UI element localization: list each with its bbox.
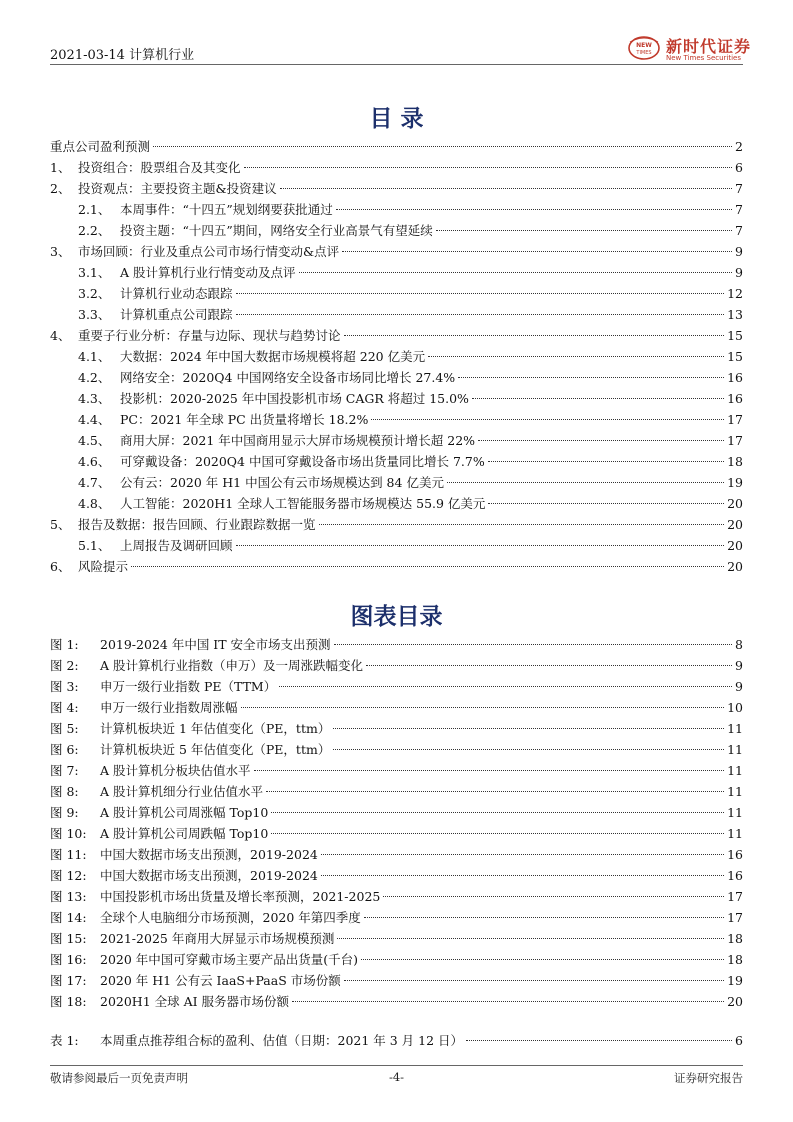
entry-page-number: 9 bbox=[735, 265, 743, 280]
entry-title: 中国大数据市场支出预测，2019-2024 bbox=[100, 847, 318, 862]
figure-entry[interactable] bbox=[50, 907, 743, 928]
entry-page-number: 9 bbox=[735, 244, 743, 259]
entry-number: 3、 bbox=[50, 244, 71, 259]
figure-entry[interactable] bbox=[50, 823, 743, 844]
footer-disclaimer[interactable]: 敬请参阅最后一页免责声明 bbox=[50, 1071, 188, 1085]
figure-entry[interactable] bbox=[50, 886, 743, 907]
entry-title: A 股计算机公司周涨幅 Top10 bbox=[100, 805, 269, 820]
toc-entry[interactable] bbox=[50, 178, 743, 199]
dot-leader bbox=[321, 854, 724, 855]
dot-leader bbox=[266, 791, 724, 792]
dot-leader bbox=[271, 833, 724, 834]
entry-title: PC：2021 年全球 PC 出货量将增长 18.2% bbox=[120, 412, 369, 427]
entry-page-number: 20 bbox=[727, 538, 743, 553]
entry-number: 表 1: bbox=[50, 1033, 79, 1048]
dot-leader bbox=[371, 419, 724, 420]
dot-leader bbox=[472, 398, 724, 399]
table-entry[interactable] bbox=[50, 1030, 743, 1051]
page-number: -4- bbox=[388, 1070, 405, 1084]
entry-title: 2019-2024 年中国 IT 安全市场支出预测 bbox=[100, 637, 331, 652]
dot-leader bbox=[447, 482, 724, 483]
brand-emblem-icon bbox=[626, 34, 662, 62]
dot-leader bbox=[299, 272, 733, 273]
entry-title: 重要子行业分析：存量与边际、现状与趋势讨论 bbox=[78, 328, 341, 343]
entry-title: 中国投影机市场出货量及增长率预测，2021-2025 bbox=[100, 889, 381, 904]
toc-entry[interactable] bbox=[50, 451, 743, 472]
brand-logo bbox=[626, 34, 751, 64]
dot-leader bbox=[241, 707, 725, 708]
brand-name-en: New Times Securities bbox=[666, 54, 741, 62]
figure-entry[interactable] bbox=[50, 865, 743, 886]
entry-number: 1、 bbox=[50, 160, 71, 175]
entry-page-number: 19 bbox=[727, 973, 743, 988]
entry-title: A 股计算机细分行业估值水平 bbox=[100, 784, 264, 799]
svg-text:NEW: NEW bbox=[636, 42, 652, 49]
dot-leader bbox=[254, 770, 725, 771]
entry-number: 图 3: bbox=[50, 679, 79, 694]
toc-entry[interactable] bbox=[50, 535, 743, 556]
toc-entry[interactable] bbox=[50, 157, 743, 178]
toc-entry[interactable] bbox=[50, 220, 743, 241]
entry-number: 图 15: bbox=[50, 931, 87, 946]
figure-entry[interactable] bbox=[50, 991, 743, 1012]
entry-number: 5.1、 bbox=[78, 538, 111, 553]
footer-divider bbox=[50, 1065, 743, 1066]
entry-title: 人工智能：2020H1 全球人工智能服务器市场规模达 55.9 亿美元 bbox=[120, 496, 486, 511]
entry-number: 3.3、 bbox=[78, 307, 111, 322]
dot-leader bbox=[458, 377, 724, 378]
dot-leader bbox=[366, 665, 732, 666]
entry-title: 申万一级行业指数周涨幅 bbox=[100, 700, 238, 715]
figure-entry[interactable] bbox=[50, 697, 743, 718]
entry-number: 4.1、 bbox=[78, 349, 111, 364]
entry-page-number: 11 bbox=[727, 721, 743, 736]
dot-leader bbox=[344, 980, 724, 981]
entry-page-number: 20 bbox=[727, 496, 743, 511]
figure-entry[interactable] bbox=[50, 949, 743, 970]
toc-entry[interactable] bbox=[50, 283, 743, 304]
entry-number: 图 1: bbox=[50, 637, 79, 652]
dot-leader bbox=[383, 896, 724, 897]
dot-leader bbox=[236, 293, 725, 294]
entry-page-number: 9 bbox=[735, 679, 743, 694]
entry-number: 4.6、 bbox=[78, 454, 111, 469]
figure-entry[interactable] bbox=[50, 634, 743, 655]
entry-page-number: 13 bbox=[727, 307, 743, 322]
entry-number: 图 12: bbox=[50, 868, 87, 883]
toc-entry[interactable] bbox=[50, 262, 743, 283]
entry-page-number: 18 bbox=[727, 454, 743, 469]
entry-title: 网络安全：2020Q4 中国网络安全设备市场同比增长 27.4% bbox=[120, 370, 456, 385]
entry-title: 投影机：2020-2025 年中国投影机市场 CAGR 将超过 15.0% bbox=[120, 391, 469, 406]
entry-number: 4.4、 bbox=[78, 412, 111, 427]
entry-page-number: 17 bbox=[727, 412, 743, 427]
entry-page-number: 15 bbox=[727, 349, 743, 364]
entry-page-number: 6 bbox=[735, 1033, 743, 1048]
entry-number: 图 9: bbox=[50, 805, 79, 820]
entry-title: 可穿戴设备：2020Q4 中国可穿戴设备市场出货量同比增长 7.7% bbox=[120, 454, 485, 469]
toc-entry[interactable] bbox=[50, 493, 743, 514]
entry-title: 投资观点：主要投资主题&投资建议 bbox=[78, 181, 277, 196]
entry-number: 5、 bbox=[50, 517, 71, 532]
entry-page-number: 20 bbox=[727, 517, 743, 532]
dot-leader bbox=[342, 251, 732, 252]
entry-page-number: 7 bbox=[735, 181, 743, 196]
toc-entry[interactable] bbox=[50, 430, 743, 451]
figure-entry[interactable] bbox=[50, 760, 743, 781]
entry-title: 中国大数据市场支出预测，2019-2024 bbox=[100, 868, 318, 883]
entry-page-number: 16 bbox=[727, 847, 743, 862]
brand-name-cn: 新时代证券 bbox=[666, 37, 752, 56]
dot-leader bbox=[319, 524, 725, 525]
dot-leader bbox=[361, 959, 724, 960]
svg-text:TIMES: TIMES bbox=[636, 50, 652, 56]
entry-number: 图 7: bbox=[50, 763, 79, 778]
entry-page-number: 2 bbox=[735, 139, 743, 154]
entry-number: 4.8、 bbox=[78, 496, 111, 511]
entry-title: 2020 年中国可穿戴市场主要产品出货量(千台) bbox=[100, 952, 359, 967]
entry-page-number: 11 bbox=[727, 763, 743, 778]
entry-page-number: 11 bbox=[727, 784, 743, 799]
dot-leader bbox=[271, 812, 724, 813]
entry-title: 计算机板块近 5 年估值变化（PE，ttm） bbox=[100, 742, 331, 757]
entry-page-number: 10 bbox=[727, 700, 743, 715]
dot-leader bbox=[236, 545, 725, 546]
header-divider bbox=[50, 64, 743, 65]
figure-entry[interactable] bbox=[50, 655, 743, 676]
toc-title: 目 录 bbox=[369, 106, 424, 132]
entry-title: 2020H1 全球 AI 服务器市场份额 bbox=[100, 994, 290, 1009]
dot-leader bbox=[428, 356, 724, 357]
figure-entry[interactable] bbox=[50, 718, 743, 739]
figure-entry[interactable] bbox=[50, 928, 743, 949]
dot-leader bbox=[333, 728, 724, 729]
entry-number: 3.2、 bbox=[78, 286, 111, 301]
toc-entry[interactable] bbox=[50, 199, 743, 220]
entry-page-number: 19 bbox=[727, 475, 743, 490]
entry-title: 计算机板块近 1 年估值变化（PE，ttm） bbox=[100, 721, 331, 736]
entry-number: 图 6: bbox=[50, 742, 79, 757]
entry-number: 2.1、 bbox=[78, 202, 111, 217]
dot-leader bbox=[292, 1001, 724, 1002]
entry-page-number: 20 bbox=[727, 994, 743, 1009]
entry-number: 2.2、 bbox=[78, 223, 111, 238]
entry-page-number: 7 bbox=[735, 202, 743, 217]
entry-number: 图 8: bbox=[50, 784, 79, 799]
entry-page-number: 17 bbox=[727, 889, 743, 904]
entry-page-number: 15 bbox=[727, 328, 743, 343]
dot-leader bbox=[436, 230, 732, 231]
entry-number: 3.1、 bbox=[78, 265, 111, 280]
dot-leader bbox=[236, 314, 725, 315]
entry-title: A 股计算机行业指数（申万）及一周涨跌幅变化 bbox=[100, 658, 364, 673]
figure-list-title: 图表目录 bbox=[350, 604, 443, 630]
entry-title: 重点公司盈利预测 bbox=[50, 139, 151, 154]
entry-title: A 股计算机分板块估值水平 bbox=[100, 763, 251, 778]
entry-page-number: 8 bbox=[735, 637, 743, 652]
toc-entry[interactable] bbox=[50, 388, 743, 409]
entry-page-number: 20 bbox=[727, 559, 743, 574]
entry-title: 商用大屏：2021 年中国商用显示大屏市场规模预计增长超 22% bbox=[120, 433, 476, 448]
figure-entry[interactable] bbox=[50, 802, 743, 823]
entry-number: 4.2、 bbox=[78, 370, 111, 385]
entry-number: 图 17: bbox=[50, 973, 87, 988]
entry-number: 图 14: bbox=[50, 910, 87, 925]
toc-entry[interactable] bbox=[50, 241, 743, 262]
dot-leader bbox=[488, 503, 724, 504]
entry-title: 大数据：2024 年中国大数据市场规模将超 220 亿美元 bbox=[120, 349, 426, 364]
entry-title: 市场回顾：行业及重点公司市场行情变动&点评 bbox=[78, 244, 340, 259]
figure-entry[interactable] bbox=[50, 739, 743, 760]
entry-number: 图 4: bbox=[50, 700, 79, 715]
entry-number: 图 16: bbox=[50, 952, 87, 967]
entry-page-number: 17 bbox=[727, 910, 743, 925]
entry-page-number: 16 bbox=[727, 370, 743, 385]
toc-entry[interactable] bbox=[50, 304, 743, 325]
dot-leader bbox=[153, 146, 732, 147]
entry-title: A 股计算机行业行情变动及点评 bbox=[120, 265, 296, 280]
entry-title: 全球个人电脑细分市场预测，2020 年第四季度 bbox=[100, 910, 361, 925]
toc-entry[interactable] bbox=[50, 472, 743, 493]
toc-entry[interactable] bbox=[50, 409, 743, 430]
dot-leader bbox=[279, 686, 732, 687]
figure-entry[interactable] bbox=[50, 676, 743, 697]
entry-page-number: 9 bbox=[735, 658, 743, 673]
entry-number: 4.3、 bbox=[78, 391, 111, 406]
dot-leader bbox=[364, 917, 724, 918]
toc-entry[interactable] bbox=[50, 346, 743, 367]
entry-title: 计算机行业动态跟踪 bbox=[120, 286, 233, 301]
entry-page-number: 11 bbox=[727, 826, 743, 841]
entry-number: 4.5、 bbox=[78, 433, 111, 448]
entry-title: 风险提示 bbox=[78, 559, 129, 574]
entry-page-number: 18 bbox=[727, 952, 743, 967]
entry-title: 本周重点推荐组合标的盈利、估值（日期：2021 年 3 月 12 日） bbox=[100, 1033, 464, 1048]
entry-page-number: 11 bbox=[727, 742, 743, 757]
dot-leader bbox=[280, 188, 732, 189]
entry-title: 2020 年 H1 公有云 IaaS+PaaS 市场份额 bbox=[100, 973, 341, 988]
toc-entry[interactable] bbox=[50, 325, 743, 346]
entry-title: 投资主题：“十四五”期间，网络安全行业高景气有望延续 bbox=[120, 223, 433, 238]
entry-number: 图 11: bbox=[50, 847, 87, 862]
entry-number: 图 13: bbox=[50, 889, 87, 904]
entry-number: 2、 bbox=[50, 181, 71, 196]
dot-leader bbox=[466, 1040, 732, 1041]
entry-number: 4.7、 bbox=[78, 475, 111, 490]
entry-page-number: 18 bbox=[727, 931, 743, 946]
entry-title: 报告及数据：报告回顾、行业跟踪数据一览 bbox=[78, 517, 316, 532]
dot-leader bbox=[488, 461, 724, 462]
dot-leader bbox=[334, 644, 733, 645]
figure-entry[interactable] bbox=[50, 844, 743, 865]
entry-title: 公有云：2020 年 H1 中国公有云市场规模达到 84 亿美元 bbox=[120, 475, 444, 490]
entry-page-number: 16 bbox=[727, 868, 743, 883]
entry-title: 2021-2025 年商用大屏显示市场规模预测 bbox=[100, 931, 335, 946]
report-date-and-sector: 2021-03-14 计算机行业 bbox=[50, 48, 195, 63]
entry-number: 图 5: bbox=[50, 721, 79, 736]
entry-title: 本周事件：“十四五”规划纲要获批通过 bbox=[120, 202, 333, 217]
toc-entry[interactable] bbox=[50, 136, 743, 157]
dot-leader bbox=[333, 749, 724, 750]
dot-leader bbox=[244, 167, 733, 168]
entry-page-number: 6 bbox=[735, 160, 743, 175]
footer-doc-type: 证券研究报告 bbox=[674, 1071, 743, 1085]
toc-entry[interactable] bbox=[50, 556, 743, 577]
entry-page-number: 17 bbox=[727, 433, 743, 448]
entry-title: 投资组合：股票组合及其变化 bbox=[78, 160, 241, 175]
dot-leader bbox=[131, 566, 724, 567]
entry-page-number: 12 bbox=[727, 286, 743, 301]
entry-page-number: 11 bbox=[727, 805, 743, 820]
toc-entry[interactable] bbox=[50, 367, 743, 388]
figure-entry[interactable] bbox=[50, 781, 743, 802]
entry-title: 上周报告及调研回顾 bbox=[120, 538, 233, 553]
toc-entry[interactable] bbox=[50, 514, 743, 535]
dot-leader bbox=[344, 335, 725, 336]
entry-number: 图 18: bbox=[50, 994, 87, 1009]
entry-title: A 股计算机公司周跌幅 Top10 bbox=[100, 826, 269, 841]
entry-title: 计算机重点公司跟踪 bbox=[120, 307, 233, 322]
dot-leader bbox=[336, 209, 732, 210]
dot-leader bbox=[478, 440, 724, 441]
entry-page-number: 16 bbox=[727, 391, 743, 406]
dot-leader bbox=[321, 875, 724, 876]
entry-number: 图 10: bbox=[50, 826, 87, 841]
entry-number: 4、 bbox=[50, 328, 71, 343]
entry-number: 图 2: bbox=[50, 658, 79, 673]
entry-number: 6、 bbox=[50, 559, 71, 574]
dot-leader bbox=[337, 938, 724, 939]
figure-entry[interactable] bbox=[50, 970, 743, 991]
entry-title: 申万一级行业指数 PE（TTM） bbox=[100, 679, 277, 694]
entry-page-number: 7 bbox=[735, 223, 743, 238]
